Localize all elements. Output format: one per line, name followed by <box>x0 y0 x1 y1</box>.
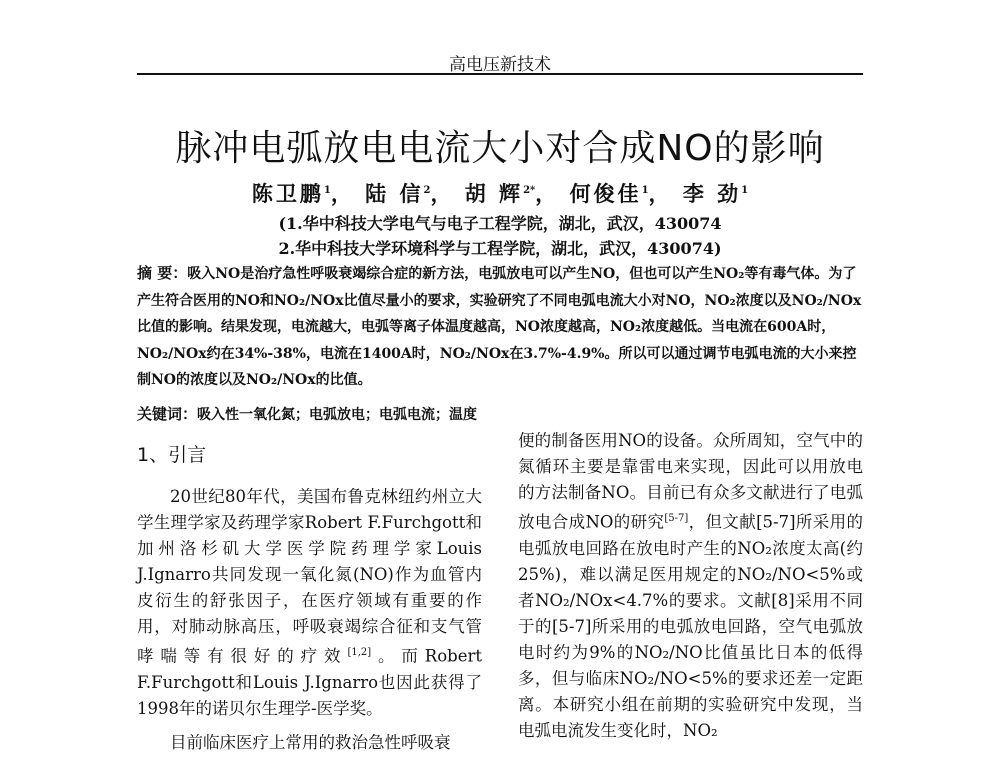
author-name: 胡 辉 <box>464 181 524 206</box>
author-mark: 1 <box>323 185 331 196</box>
header-rule <box>137 73 863 75</box>
author-name: 陆 信 <box>365 181 424 206</box>
right-column <box>518 428 863 744</box>
para-text: 20世纪80年代，美国布鲁克林纽约州立大学生理学家及药理学家Robert F.Furchgott和加州洛杉矶大学医学院药理学家Louis J.Ignarro共同发现一氧化氮(NO)作为血管内皮衍生的舒张因子，在医疗领域有重要的作用，对肺动脉高压，呼吸衰竭综合征和支气管哮喘等有很好的疗效 <box>137 487 482 666</box>
running-header: 高电压新技术 <box>449 55 551 75</box>
para-text: 。而Robert F.Furchgott和Louis J.Ignarro也因此获得了1998年的诺贝尔生理学-医学奖。 <box>137 646 483 718</box>
abstract-text: 吸入NO是治疗急性呼吸衰竭综合症的新方法，电弧放电可以产生NO，但也可以产生NO₂等有毒气体。为了产生符合医用的NO和NO₂/NOx比值尽量小的要求，实验研究了不同电弧电流大小对NO，NO₂浓度以及NO₂/NOx比值的影响。结果发现，电流越大，电弧等离子体温度越高，NO浓度越高，NO₂浓度越低。当电流在600A时，NO₂/NOx约在34%-38%，电流在1400A时，NO₂/NOx在3.7%-4.9%。所以可以通过调节电弧电流的大小来控制NO的浓度以及NO₂/NOx的比值。 <box>137 266 862 388</box>
author-mark: 1 <box>741 185 749 196</box>
left-column <box>137 428 482 756</box>
abstract <box>137 260 863 394</box>
right-paragraph <box>518 428 863 744</box>
author-mark: 1 <box>641 185 649 196</box>
citation: [1,2] <box>347 647 372 658</box>
section-heading: 1、引言 <box>137 444 207 466</box>
author-name: 何俊佳 <box>569 181 642 206</box>
intro-paragraph-2: 目前临床医疗上常用的救治急性呼吸衰 <box>170 732 451 752</box>
paper-title: 脉冲电弧放电电流大小对合成NO的影响 <box>175 128 825 169</box>
author-name: 李 劲 <box>682 181 742 206</box>
author-name: 陈卫鹏 <box>251 181 324 206</box>
citation: [5-7] <box>664 513 689 524</box>
para-text: 便的制备医用NO的设备。众所周知，空气中的氮循环主要是靠雷电来实现，因此可以用放电的方法制备NO。目前已有众多文献进行了电弧放电合成NO的研究 <box>518 431 863 532</box>
affiliation-1: (1.华中科技大学电气与电子工程学院，湖北，武汉，430074 <box>278 214 722 233</box>
author-list: 陈卫鹏$^1$， 陆 信$^2$， 胡 辉$^{2*}$， 何俊佳$^1$， 李 劲$^1$ <box>251 181 749 206</box>
keywords <box>137 403 863 424</box>
author-mark: 2* <box>523 185 536 196</box>
intro-paragraph-1 <box>137 484 482 722</box>
affiliation-2: 2.华中科技大学环境科学与工程学院，湖北，武汉，430074) <box>278 239 722 258</box>
abstract-label: 摘 要： <box>137 264 188 282</box>
keywords-label: 关键词： <box>137 405 198 423</box>
keywords-text: 吸入性一氧化氮；电弧放电；电弧电流；温度 <box>197 407 478 423</box>
author-mark: 2 <box>423 185 431 196</box>
para-text: ，但文献[5-7]所采用的电弧放电回路在放电时产生的NO₂浓度太高(约25%)，难以满足医用规定的NO₂/NO<5%或者NO₂/NOx<4.7%的要求。文献[8]采用不同于的[5-7]所采用的电弧放电回路，空气电弧放电时约为9%的NO₂/NO比值虽比日本的低得多，但与临床NO₂/NO<5%的要求还差一定距离。本研究小组在前期的实验研究中发现，当电弧电流发生变化时，NO₂ <box>518 512 863 740</box>
